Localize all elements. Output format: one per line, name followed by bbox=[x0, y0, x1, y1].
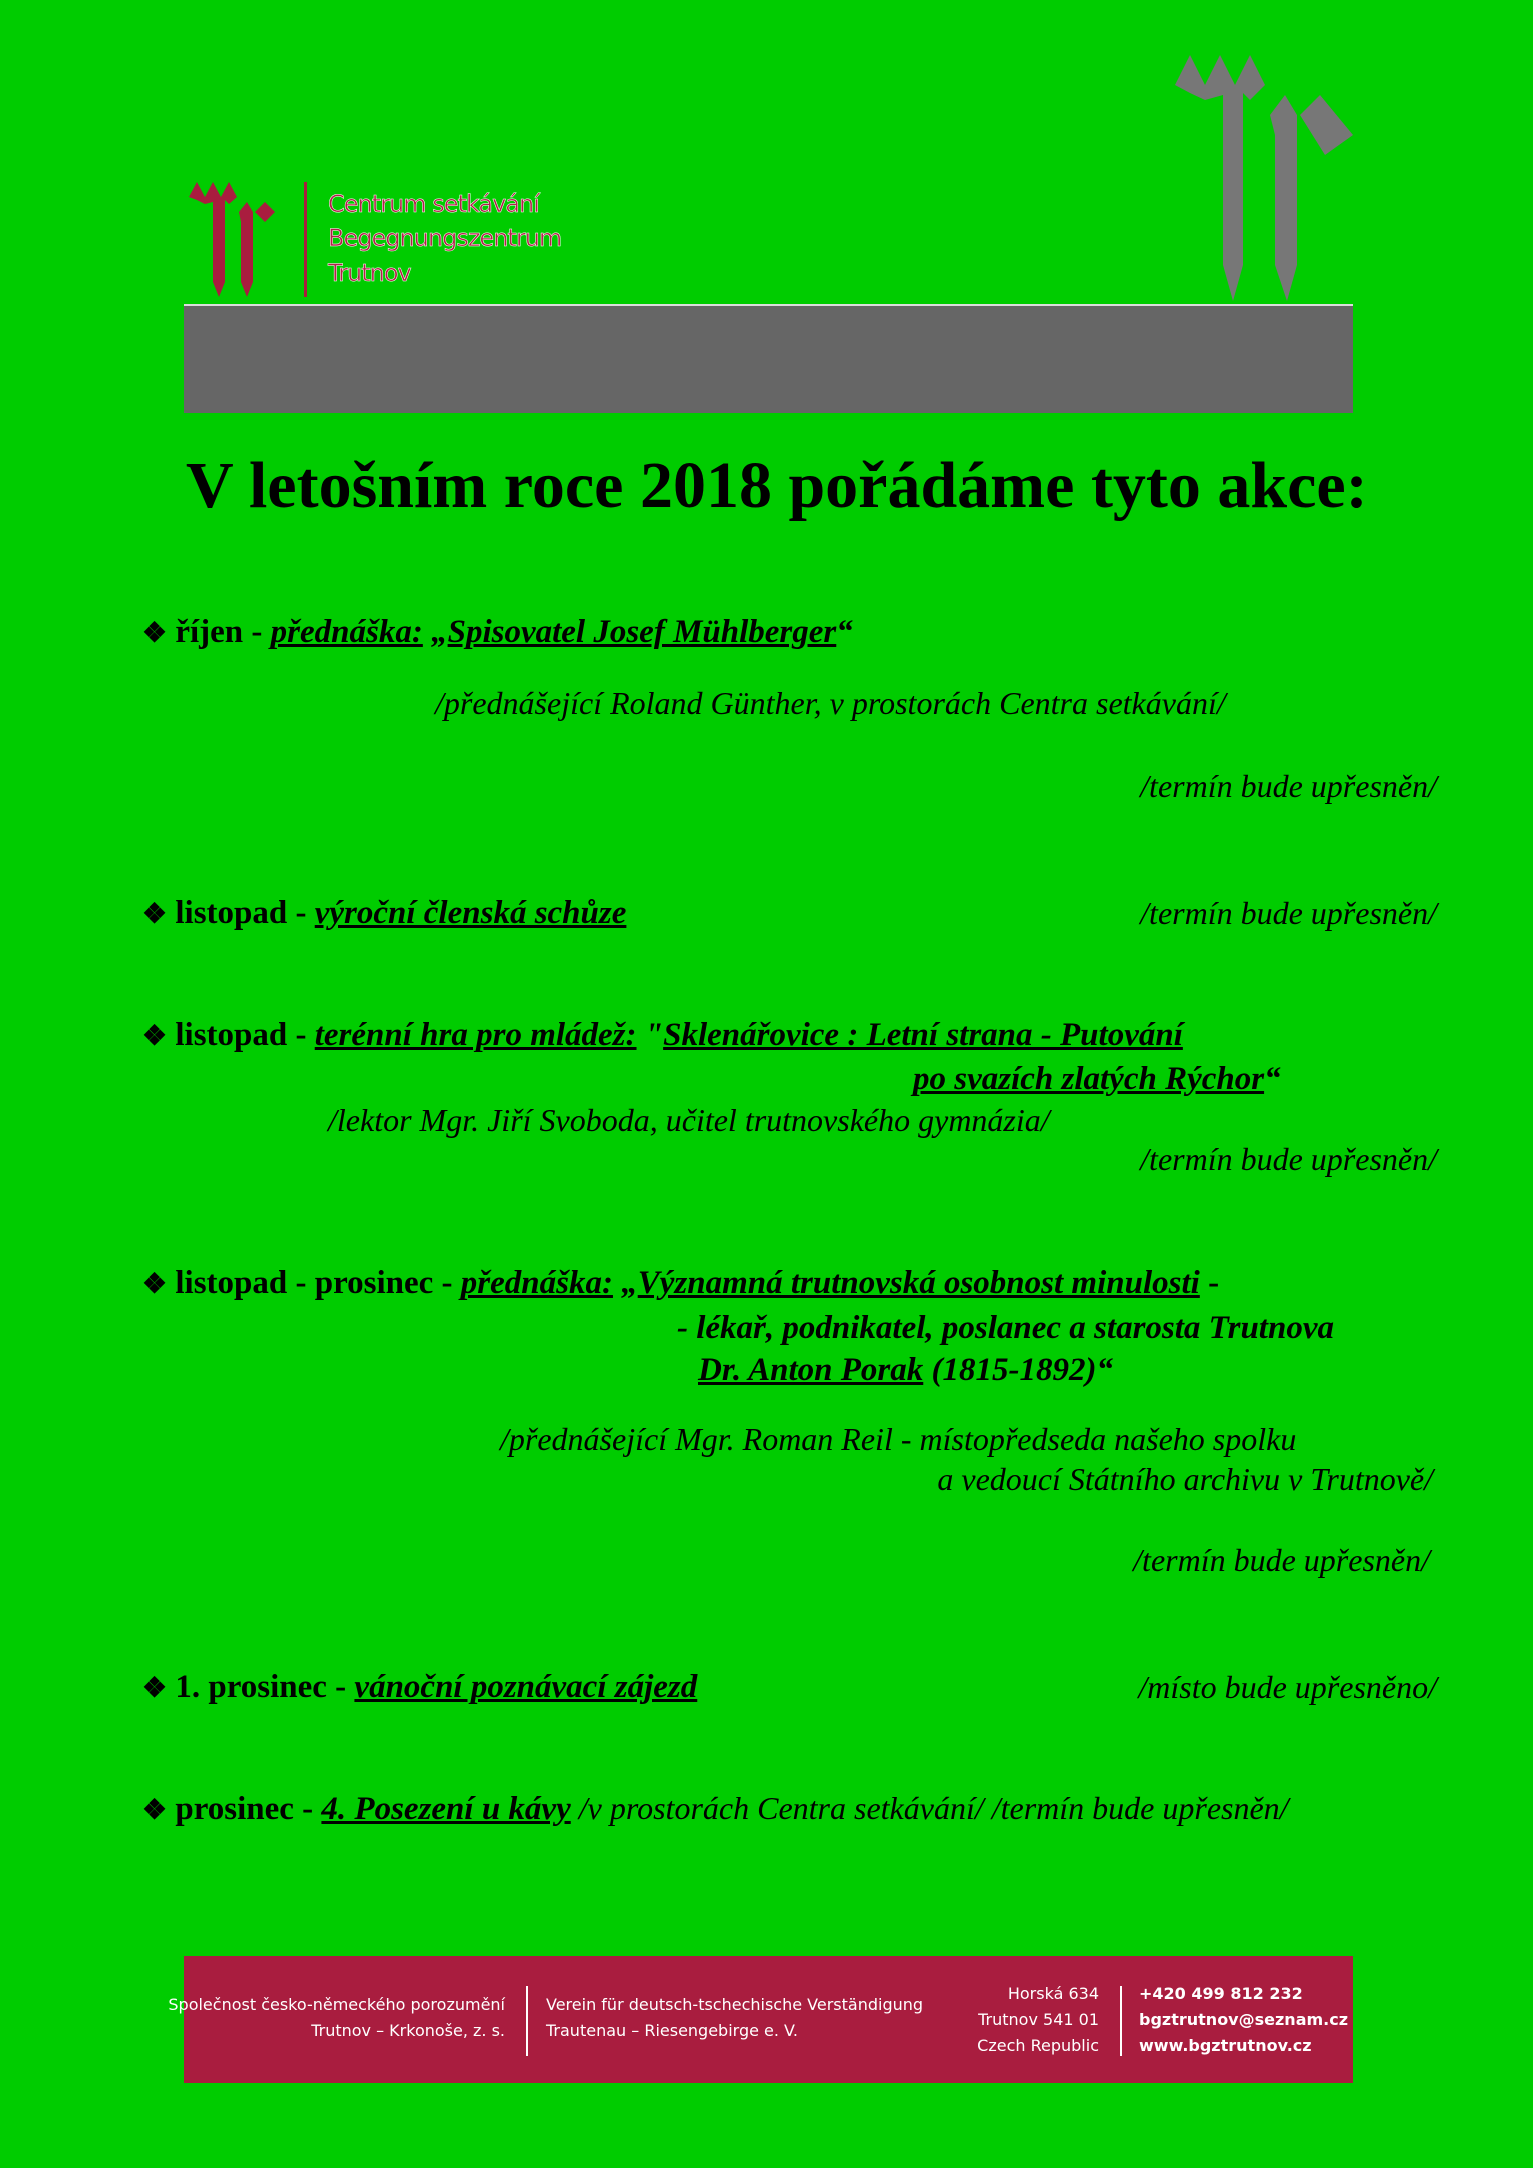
event-years: (1815-1892)“ bbox=[923, 1352, 1113, 1388]
event-date: /termín bude upřesněn/ bbox=[1140, 768, 1437, 804]
event-name-line2: - lékař, podnikatel, poslanec a starosta Trutnova bbox=[677, 1310, 1334, 1346]
event-item-december-trip bbox=[142, 1669, 697, 1706]
footer-line: Trutnov – Krkonoše, z. s. bbox=[311, 2021, 505, 2040]
footer-line: Czech Republic bbox=[977, 2036, 1099, 2055]
event-when: 1. prosinec - bbox=[175, 1669, 355, 1705]
bullet-icon: ❖ bbox=[142, 618, 168, 649]
logo-text-line: Trutnov bbox=[328, 259, 411, 287]
logo-text-line: Begegnungszentrum bbox=[328, 224, 562, 252]
event-when: listopad - bbox=[175, 895, 315, 931]
bullet-icon: ❖ bbox=[142, 1673, 168, 1704]
event-name-line3 bbox=[698, 1352, 1113, 1389]
event-name: Spisovatel Josef Mühlberger bbox=[447, 614, 837, 650]
bullet-icon: ❖ bbox=[142, 1795, 168, 1826]
event-when: listopad - prosinec - bbox=[175, 1265, 461, 1301]
event-name-line2 bbox=[913, 1061, 1281, 1098]
header-gray-bar bbox=[184, 304, 1353, 413]
footer-line: Společnost česko-německého porozumění bbox=[168, 1995, 505, 2014]
event-when: prosinec - bbox=[175, 1791, 322, 1827]
footer-contact bbox=[1139, 1981, 1348, 2059]
quote: “ bbox=[1264, 1061, 1281, 1097]
dash: - bbox=[1199, 1265, 1220, 1301]
bullet-icon: ❖ bbox=[142, 1021, 168, 1052]
bullet-icon: ❖ bbox=[142, 899, 168, 930]
event-type: vánoční poznávací zájezd bbox=[354, 1669, 698, 1705]
event-name: Sklenářovice : Letní strana - Putování bbox=[663, 1017, 1183, 1053]
logo-text-line: Centrum setkávání bbox=[328, 190, 539, 218]
event-item-december-coffee bbox=[142, 1790, 1289, 1828]
footer-line: Trutnov 541 01 bbox=[978, 2010, 1099, 2029]
event-type: přednáška: bbox=[460, 1265, 613, 1301]
footer-line: Trautenau – Riesengebirge e. V. bbox=[546, 2021, 799, 2040]
footer-org-cz bbox=[168, 1992, 505, 2044]
event-person: Dr. Anton Porak bbox=[698, 1352, 924, 1388]
footer-phone: +420 499 812 232 bbox=[1139, 1984, 1303, 2003]
event-item-nov-dec-lecture bbox=[142, 1265, 1219, 1302]
footer-email[interactable]: bgztrutnov@seznam.cz bbox=[1139, 2010, 1349, 2029]
bullet-icon: ❖ bbox=[142, 1269, 168, 1300]
footer-website[interactable]: www.bgztrutnov.cz bbox=[1139, 2036, 1312, 2055]
logo-divider bbox=[304, 182, 307, 297]
event-date: /termín bude upřesněn/ bbox=[1140, 1141, 1437, 1177]
event-when: říjen - bbox=[175, 614, 271, 650]
footer bbox=[168, 1956, 1353, 2083]
page-title: V letošním roce 2018 pořádáme tyto akce: bbox=[186, 449, 1368, 522]
event-note-line2: a vedoucí Státního archivu v Trutnově/ bbox=[937, 1461, 1433, 1497]
event-type: přednáška: bbox=[270, 614, 423, 650]
event-item-november-meeting bbox=[142, 895, 626, 932]
event-type: terénní hra pro mládež: bbox=[314, 1017, 637, 1053]
footer-divider bbox=[526, 1986, 528, 2056]
event-note: /přednášející Mgr. Roman Reil - místopředseda našeho spolku bbox=[500, 1421, 1297, 1457]
event-date: /termín bude upřesněn/ bbox=[1140, 895, 1437, 931]
footer-line: Horská 634 bbox=[1007, 1984, 1099, 2003]
event-type: 4. Posezení u kávy bbox=[321, 1791, 571, 1827]
footer-divider bbox=[1120, 1986, 1122, 2056]
logo-mark-icon bbox=[189, 182, 284, 297]
event-when: listopad - bbox=[175, 1017, 315, 1053]
quote: „ bbox=[422, 614, 448, 650]
event-item-october bbox=[142, 614, 853, 651]
quote: „ bbox=[612, 1265, 638, 1301]
event-type: výroční členská schůze bbox=[314, 895, 627, 931]
event-details: /v prostorách Centra setkávání/ /termín bude upřesněn/ bbox=[570, 1790, 1289, 1826]
event-date: /termín bude upřesněn/ bbox=[1133, 1542, 1430, 1578]
large-logo-mark-icon bbox=[1175, 55, 1355, 303]
footer-address bbox=[977, 1981, 1099, 2059]
event-note: /přednášející Roland Günther, v prostorách Centra setkávání/ bbox=[435, 685, 1226, 721]
quote: " bbox=[636, 1017, 664, 1053]
event-name: Významná trutnovská osobnost minulosti bbox=[637, 1265, 1200, 1301]
event-item-november-game bbox=[142, 1017, 1183, 1054]
footer-line: Verein für deutsch-tschechische Verständigung bbox=[546, 1995, 924, 2014]
quote: “ bbox=[836, 614, 853, 650]
event-name-cont: po svazích zlatých Rýchor bbox=[913, 1061, 1265, 1097]
footer-org-de bbox=[546, 1992, 923, 2044]
event-place: /místo bude upřesněno/ bbox=[1138, 1669, 1437, 1705]
event-note: /lektor Mgr. Jiří Svoboda, učitel trutnovského gymnázia/ bbox=[328, 1102, 1050, 1138]
